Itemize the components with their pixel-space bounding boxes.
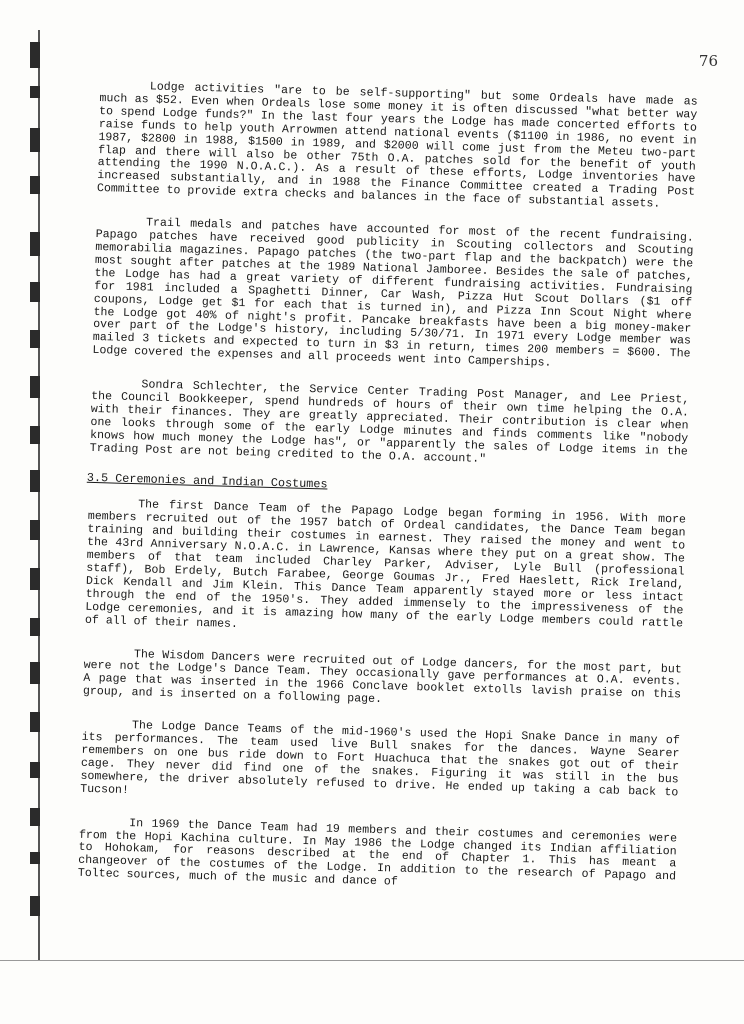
binding-mark bbox=[30, 520, 40, 540]
binding-mark bbox=[30, 86, 40, 98]
binding-holes bbox=[0, 0, 50, 1024]
paragraph-snake-dance: The Lodge Dance Teams of the mid-1960's used the Hopi Snake Dance in many of its performances. The team used live Bull snakes for the dances. Wayne Searer remembers on one bus ride down to Fort Huachuca that the snakes got out of their cage. They never did find one of the snakes. Figuring it was still in the bus somewhere, the driver absolutely refused to drive. He ended up taking a cab back to Tucson! bbox=[80, 719, 680, 800]
binding-mark bbox=[30, 762, 40, 778]
body-text bbox=[77, 80, 698, 918]
binding-mark bbox=[30, 618, 40, 636]
paragraph-dance-team: The first Dance Team of the Papago Lodge began forming in 1956. With more members recruited out of the 1957 batch of Ordeal candidates, the Dance Team began training and building their costumes in earnest. They raised the money and went to the 43rd Anniversary N.O.A.C. in Lawrence, Kansas where they put on a great show. The members of that team included Charley Parker, Adviser, Lyle Bull (professional staff), Bob Erdely, Butch Farabee, George Goumas Jr., Fred Haeslett, Rick Ireland, Dick Kendall and Jim Klein. This Dance Team apparently stayed more or less intact through the end of the 1950's. They added immensely to the impressiveness of the Lodge ceremonies, and it is amazing how many of the early Lodge members could rattle of all of their names. bbox=[84, 498, 687, 631]
page-number: 76 bbox=[698, 52, 718, 70]
binding-mark bbox=[30, 568, 40, 590]
section-heading: 3.5 Ceremonies and Indian Costumes bbox=[86, 470, 328, 492]
binding-mark bbox=[30, 662, 40, 684]
paragraph-lodge-activities: Lodge activities "are to be self-supporting" but some Ordeals have made as much as $52. Even when Ordeals lose some money it is often discussed "what better way to spend Lodge funds?" In the last four years the Lodge has made concerted efforts to raise funds to help youth Arrowmen attend national events ($1100 in 1986, no event in 1987, $2800 in 1988, $1500 in 1989, and $2000 will come just from the Meteu two-part flap and there will also be other 75th O.A. patches sold for the benefit of youth attending the 1990 N.O.A.C.). As a result of these efforts, Lodge inventories have increased substantially, and in 1988 the Finance Committee created a Trading Post Committee to provide extra checks and balances in the face of substantial assets. bbox=[96, 80, 698, 211]
paragraph-wisdom-dancers: The Wisdom Dancers were recruited out of Lodge dancers, for the most part, but were not the Lodge's Dance Team. They occasionally gave performances at O.A. events. A page that was inserted in the 1966 Conclave booklet extolls lavish praise on this group, and is inserted on a following page. bbox=[82, 647, 682, 707]
page-bottom-edge bbox=[0, 960, 744, 961]
binding-mark bbox=[30, 376, 40, 398]
paragraph-trading-post: Sondra Schlechter, the Service Center Trading Post Manager, and Lee Priest, the Council Bookkeeper, spend hundreds of hours of their own time helping the O.A. with their finances. They are greatly appreciated. Their contribution is clear when one looks through some of the early Lodge minutes and finds comments like "nobody knows how much money the Lodge has", or "apparently the sales of Lodge items in the Trading Post are not being credited to the O.A. account." bbox=[89, 378, 690, 466]
binding-mark bbox=[30, 42, 40, 68]
paragraph-fundraising: Trail medals and patches have accounted for most of the recent fundraising. Papago patches have received good publicity in Scouting collectors and Scouting memorabilia magazines. Papago patches (the two-part flap and the backpatch) were the most sought after patches at the 1989 National Jamboree. Besides the sale of patches, the Lodge has had a great variety of different fundraising activities. Fundraising for 1981 included a Spaghetti Dinner, Car Wash, Pizza Hut Scout Dollars ($1 off coupons, Lodge get $1 for each that is turned in), and Pizza Inn Scout Night where the Lodge got 40% of night's profit. Pancake breakfasts have been a big money-maker over part of the Lodge's history, including 5/30/71. In 1971 every Lodge member was mailed 3 tickets and expected to turn in $3 in return, times 200 members = $600. The Lodge covered the expenses and all proceeds went into Camperships. bbox=[92, 216, 694, 370]
paragraph-kachina: In 1969 the Dance Team had 19 members and their costumes and ceremonies were from the Hopi Kachina culture. In May 1986 the Lodge changed its Indian affiliation to Hohokam, for reasons described at the end of Chapter 1. This has meant a changeover of the costumes of the Lodge. In addition to the research of Papago and Toltec sources, much of the music and dance of bbox=[77, 816, 678, 889]
binding-mark bbox=[30, 712, 40, 732]
binding-mark bbox=[30, 426, 40, 444]
binding-mark bbox=[30, 896, 40, 916]
binding-mark bbox=[30, 330, 40, 348]
binding-mark bbox=[30, 282, 40, 302]
binding-mark bbox=[30, 232, 40, 256]
binding-mark bbox=[30, 128, 40, 152]
binding-mark bbox=[30, 176, 40, 194]
binding-mark bbox=[30, 808, 40, 826]
binding-mark bbox=[30, 470, 40, 492]
binding-mark bbox=[30, 852, 40, 864]
